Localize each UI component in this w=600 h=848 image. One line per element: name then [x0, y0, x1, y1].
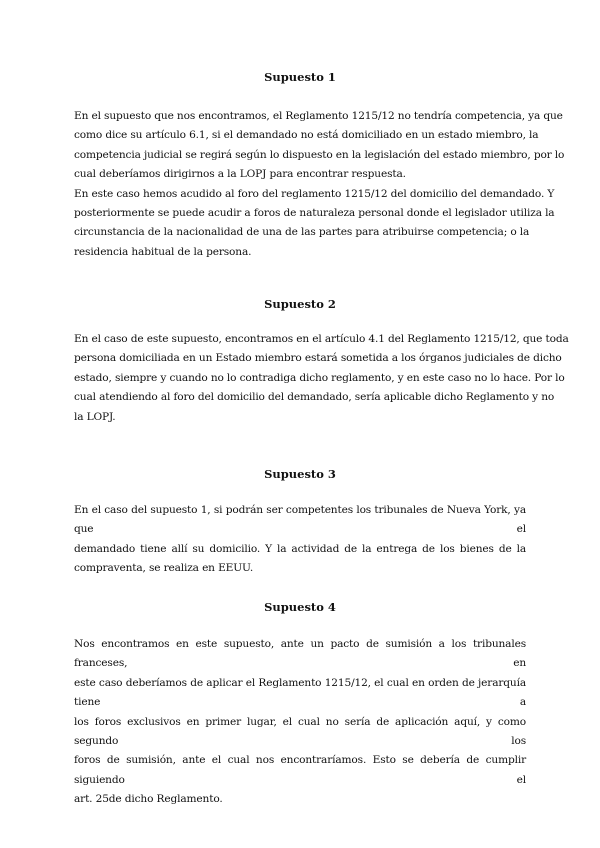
section-supuesto-1 — [74, 70, 526, 84]
section-heading: Supuesto 3 — [264, 467, 336, 481]
section-supuesto-4-body — [74, 635, 526, 810]
section-supuesto-1-body — [74, 107, 565, 262]
section-supuesto-4 — [74, 600, 526, 614]
section-supuesto-3-body — [74, 501, 526, 579]
paragraph-line: En el supuesto que nos encontramos, el Reglamento 1215/12 no tendría competencia, ya que — [74, 110, 563, 122]
section-supuesto-3 — [74, 467, 526, 481]
paragraph-line: En este caso hemos acudido al foro del reglamento 1215/12 del domicilio del demandado. Y — [74, 187, 555, 200]
paragraph-line: cual atendiendo al foro del domicilio del demandado, sería aplicable dicho Reglamento y no — [74, 391, 555, 404]
paragraph-line: En el caso de este supuesto, encontramos en el artículo 4.1 del Reglamento 1215/12, que toda — [74, 333, 569, 345]
paragraph-line: la LOPJ. — [74, 410, 116, 423]
paragraph-line: compraventa, se realiza en EEUU. — [74, 562, 254, 575]
section-supuesto-2-body — [74, 330, 569, 427]
paragraph-line: posteriormente se puede acudir a foros de naturaleza personal donde el legislador utiliza la — [74, 207, 555, 220]
paragraph-line: art. 25de dicho Reglamento. — [74, 793, 223, 806]
paragraph-line: competencia judicial se regirá según lo dispuesto en la legislación del estado miembro, por lo — [74, 148, 565, 161]
paragraph — [74, 330, 569, 427]
paragraph — [74, 635, 526, 810]
paragraph-line: como dice su artículo 6.1, si el demandado no está domiciliado en un estado miembro, la — [74, 129, 539, 142]
paragraph-line: En el caso del supuesto 1, si podrán ser competentes los tribunales de Nueva York, ya que el — [74, 504, 526, 536]
paragraph — [74, 501, 526, 579]
section-heading: Supuesto 1 — [264, 70, 336, 84]
paragraph-line: residencia habitual de la persona. — [74, 245, 252, 258]
section-supuesto-2 — [74, 297, 526, 311]
paragraph-line: estado, siempre y cuando no lo contradiga dicho reglamento, y en este caso no lo hace. Por lo — [74, 371, 565, 384]
section-heading: Supuesto 4 — [264, 600, 336, 614]
paragraph-line: persona domiciliada en un Estado miembro estará sometida a los órganos judiciales de dicho — [74, 352, 562, 365]
paragraph-line: Nos encontramos en este supuesto, ante un pacto de sumisión a los tribunales franceses, en — [74, 638, 526, 670]
paragraph-line: circunstancia de la nacionalidad de una de las partes para atribuirse competencia; o la — [74, 226, 530, 239]
paragraph-line: foros de sumisión, ante el cual nos encontraríamos. Esto se debería de cumplir siguiendo el — [74, 754, 526, 786]
paragraph-line: este caso deberíamos de aplicar el Reglamento 1215/12, el cual en orden de jerarquía tiene a — [74, 676, 526, 709]
paragraph — [74, 107, 565, 262]
paragraph-line: demandado tiene allí su domicilio. Y la actividad de la entrega de los bienes de la — [74, 542, 526, 555]
section-heading: Supuesto 2 — [264, 297, 336, 311]
paragraph-line: los foros exclusivos en primer lugar, el cual no sería de aplicación aquí, y como segundo los — [74, 715, 526, 748]
paragraph-line: cual deberíamos dirigirnos a la LOPJ para encontrar respuesta. — [74, 168, 406, 181]
